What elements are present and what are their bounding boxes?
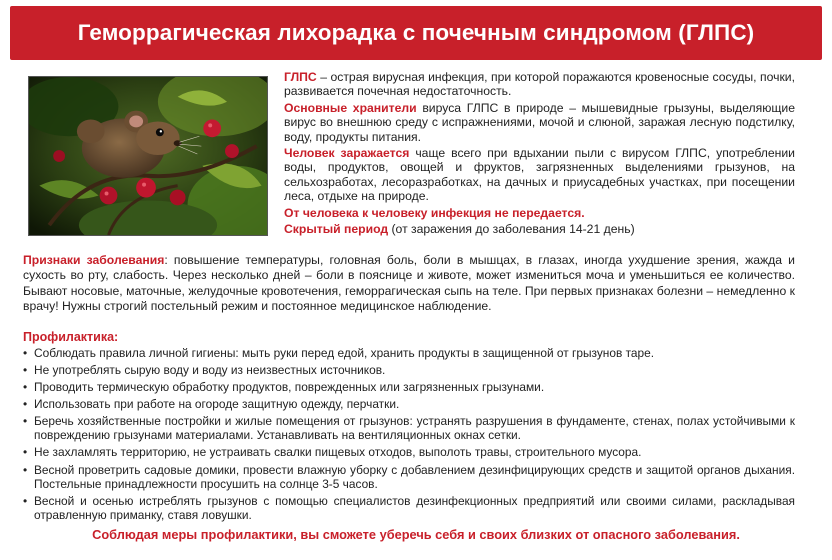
no-transmission-warning: От человека к человеку инфекция не передается.: [284, 205, 585, 220]
symptoms-paragraph: [23, 253, 795, 315]
intro-section: [284, 70, 795, 238]
list-item: [23, 445, 795, 459]
prevention-list: [23, 346, 795, 525]
prevention-heading: Профилактика:: [23, 330, 119, 344]
list-item-text: Весной проветрить садовые домики, провести влажную уборку с добавлением дезинфицирующих средств и защитой органов дыхания. Постельные принадлежности просушить на солнце 3-5 часов.: [34, 462, 795, 491]
intro-infection: [284, 146, 795, 204]
list-item-text: Не захламлять территорию, не устраивать свалки пищевых отходов, выполоть травы, строительного мусора.: [34, 445, 642, 460]
intro-carriers-text: вируса ГЛПС в природе – мышевидные грызуны, выделяющие вирус во внешнюю среду с испражнениями, мочой и слюной, заражая лесную подстилку, воду, продукты питания.: [284, 100, 796, 144]
intro-carriers: [284, 101, 795, 144]
list-item: [23, 414, 795, 442]
list-item-text: Беречь хозяйственные постройки и жилые помещения от грызунов: устранять разрушения в фундаменте, стенах, полах устойчивыми к повреждению грызунами материалами. Устанавливать на вентиляционных окнах сетки.: [34, 414, 795, 443]
intro-definition-text: – острая вирусная инфекция, при которой поражаются кровеносные сосуды, почки, развивается почечная недостаточность.: [284, 70, 795, 99]
bullet-icon: •: [23, 346, 28, 360]
term-carriers: Основные хранители: [284, 100, 417, 115]
list-item-text: Не употреблять сырую воду и воду из неизвестных источников.: [34, 363, 386, 378]
intro-infection-text: чаще всего при вдыхании пыли с вирусом ГЛПС, употреблении воды, продуктов, овощей и фруктов, загрязненных выделениями грызунов, на сельхозработах, лесоразработках, на дачных и приусадебных участках, при посещении леса, отдыхе на природе.: [284, 146, 795, 204]
list-item: [23, 363, 795, 377]
list-item: [23, 463, 795, 491]
mouse-on-raspberry-illustration: [29, 77, 267, 235]
intro-incubation-text: (от заражения до заболевания 14-21 день): [388, 222, 635, 237]
term-incubation: Скрытый период: [284, 222, 389, 237]
list-item: [23, 397, 795, 411]
rodent-photo: [28, 76, 268, 236]
symptoms-text: : повышение температуры, головная боль, боли в мышцах, в глазах, иногда ухудшение зрения, жажда и сухость во рту, слабость. Через несколько дней – боли в пояснице и животе, может измениться моча и уменьшиться ее количество. Бывают носовые, маточные, желудочные кровотечения, геморрагическая сыпь на теле. При первых признаках болезни – немедленно к врачу! Нужны строгий постельный режим и постоянное медицинское наблюдение.: [23, 253, 795, 314]
title-banner: [10, 6, 822, 60]
bullet-icon: •: [23, 414, 28, 429]
intro-no-transmission: [284, 206, 795, 220]
term-infection: Человек заражается: [284, 146, 410, 161]
page-title: Геморрагическая лихорадка с почечным синдромом (ГЛПС): [77, 20, 755, 45]
intro-definition: [284, 70, 795, 99]
bullet-icon: •: [23, 445, 28, 460]
intro-incubation: [284, 222, 795, 236]
list-item: [23, 346, 795, 360]
bullet-icon: •: [23, 380, 28, 395]
term-glps: ГЛПС: [284, 70, 317, 84]
list-item: [23, 380, 795, 394]
closing-slogan: Соблюдая меры профилактики, вы сможете уберечь себя и своих близких от опасного заболевания.: [92, 527, 740, 542]
list-item-text: Соблюдать правила личной гигиены: мыть руки перед едой, хранить продукты в защищенной от грызунов таре.: [34, 346, 655, 360]
bullet-icon: •: [23, 462, 28, 477]
bullet-icon: •: [23, 363, 28, 378]
list-item-text: Проводить термическую обработку продуктов, поврежденных или загрязненных грызунами.: [34, 380, 545, 395]
term-symptoms: Признаки заболевания: [23, 253, 165, 267]
bullet-icon: •: [23, 493, 28, 508]
bullet-icon: •: [23, 397, 28, 412]
list-item-text: Использовать при работе на огороде защитную одежду, перчатки.: [34, 397, 400, 412]
list-item: [23, 494, 795, 522]
list-item-text: Весной и осенью истреблять грызунов с помощью специалистов дезинфекционных предприятий или своими силами, раскладывая отравленную приманку, ставя ловушки.: [34, 493, 795, 522]
